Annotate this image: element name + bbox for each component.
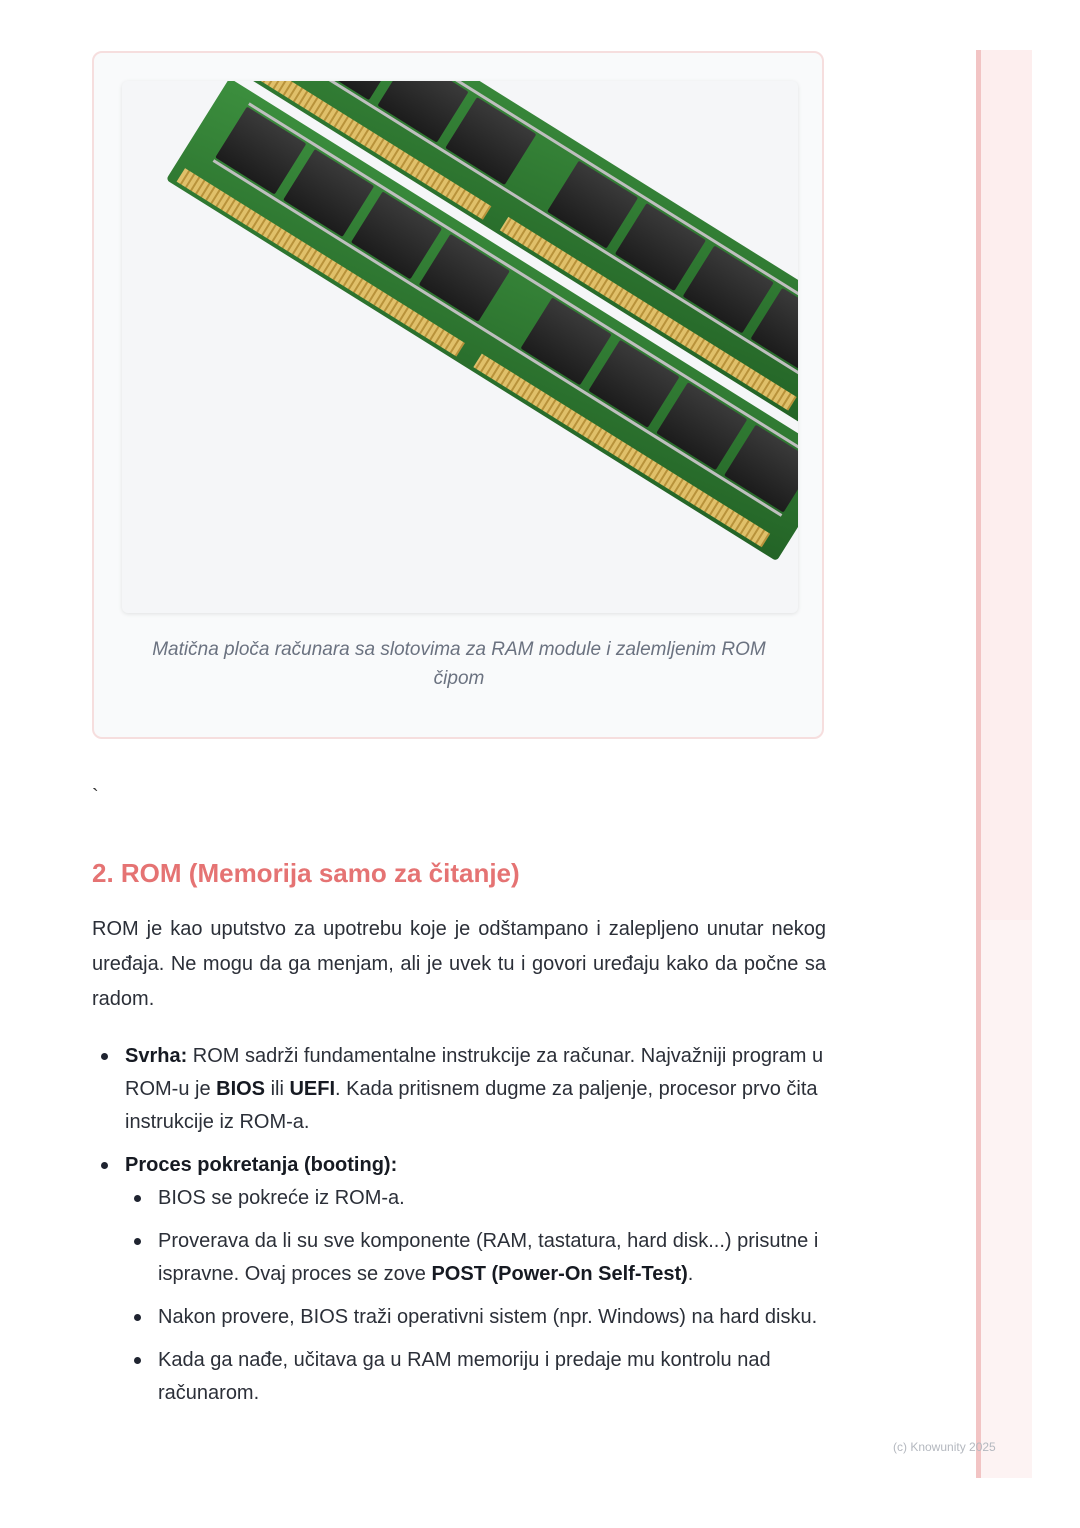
boot-step-1: BIOS se pokreće iz ROM-a. [125,1182,826,1215]
figure-card [92,51,824,739]
side-bar-upper [981,50,1032,920]
ram-illustration [122,81,798,613]
bullet-list [92,1040,826,1420]
boot-step-4: Kada ga nađe, učitava ga u RAM memoriju i predaje mu kontrolu nad računarom. [125,1344,826,1410]
stray-backtick: ` [92,786,99,808]
purpose-label: Svrha: [125,1045,188,1067]
bullet-boot-process [92,1149,826,1410]
boot-step-2-text: Proverava da li su sve komponente (RAM, tastatura, hard disk...) prisutne i ispravne. Ovaj proces se zove [158,1230,819,1285]
bios-term: BIOS [216,1078,266,1100]
ram-modules-image [122,81,798,613]
boot-step-2 [125,1225,826,1291]
purpose-text-1: ROM sadrži fundamentalne instrukcije za računar. Najvažniji program u ROM-u je [125,1045,824,1100]
intro-paragraph: ROM je kao uputstvo za upotrebu koje je odštampano i zalepljeno unutar nekog uređaja. Ne mogu da ga menjam, ali je uvek tu i govori uređaju kako da počne sa radom. [92,918,826,1010]
copyright-notice: (c) Knowunity 2025 [893,1440,996,1454]
uefi-term: UEFI [289,1078,336,1100]
post-term: POST (Power-On Self-Test) [431,1263,688,1285]
boot-label: Proces pokretanja (booting): [125,1154,398,1176]
purpose-text-2: . Kada pritisnem dugme za paljenje, procesor prvo čita instrukcije iz ROM-a. [125,1078,818,1133]
section-heading: 2. ROM (Memorija samo za čitanje) [92,858,520,888]
figure-caption: Matična ploča računara sa slotovima za RAM module i zalemljenim ROM čipom [152,639,766,689]
boot-step-3: Nakon provere, BIOS traži operativni sistem (npr. Windows) na hard disku. [125,1301,826,1334]
boot-sub-list [125,1182,826,1410]
right-side-bar [976,50,1032,1478]
side-bar-accent [976,50,981,1478]
boot-step-2-end: . [687,1263,694,1285]
purpose-or: ili [265,1078,290,1100]
bullet-purpose [92,1040,826,1139]
